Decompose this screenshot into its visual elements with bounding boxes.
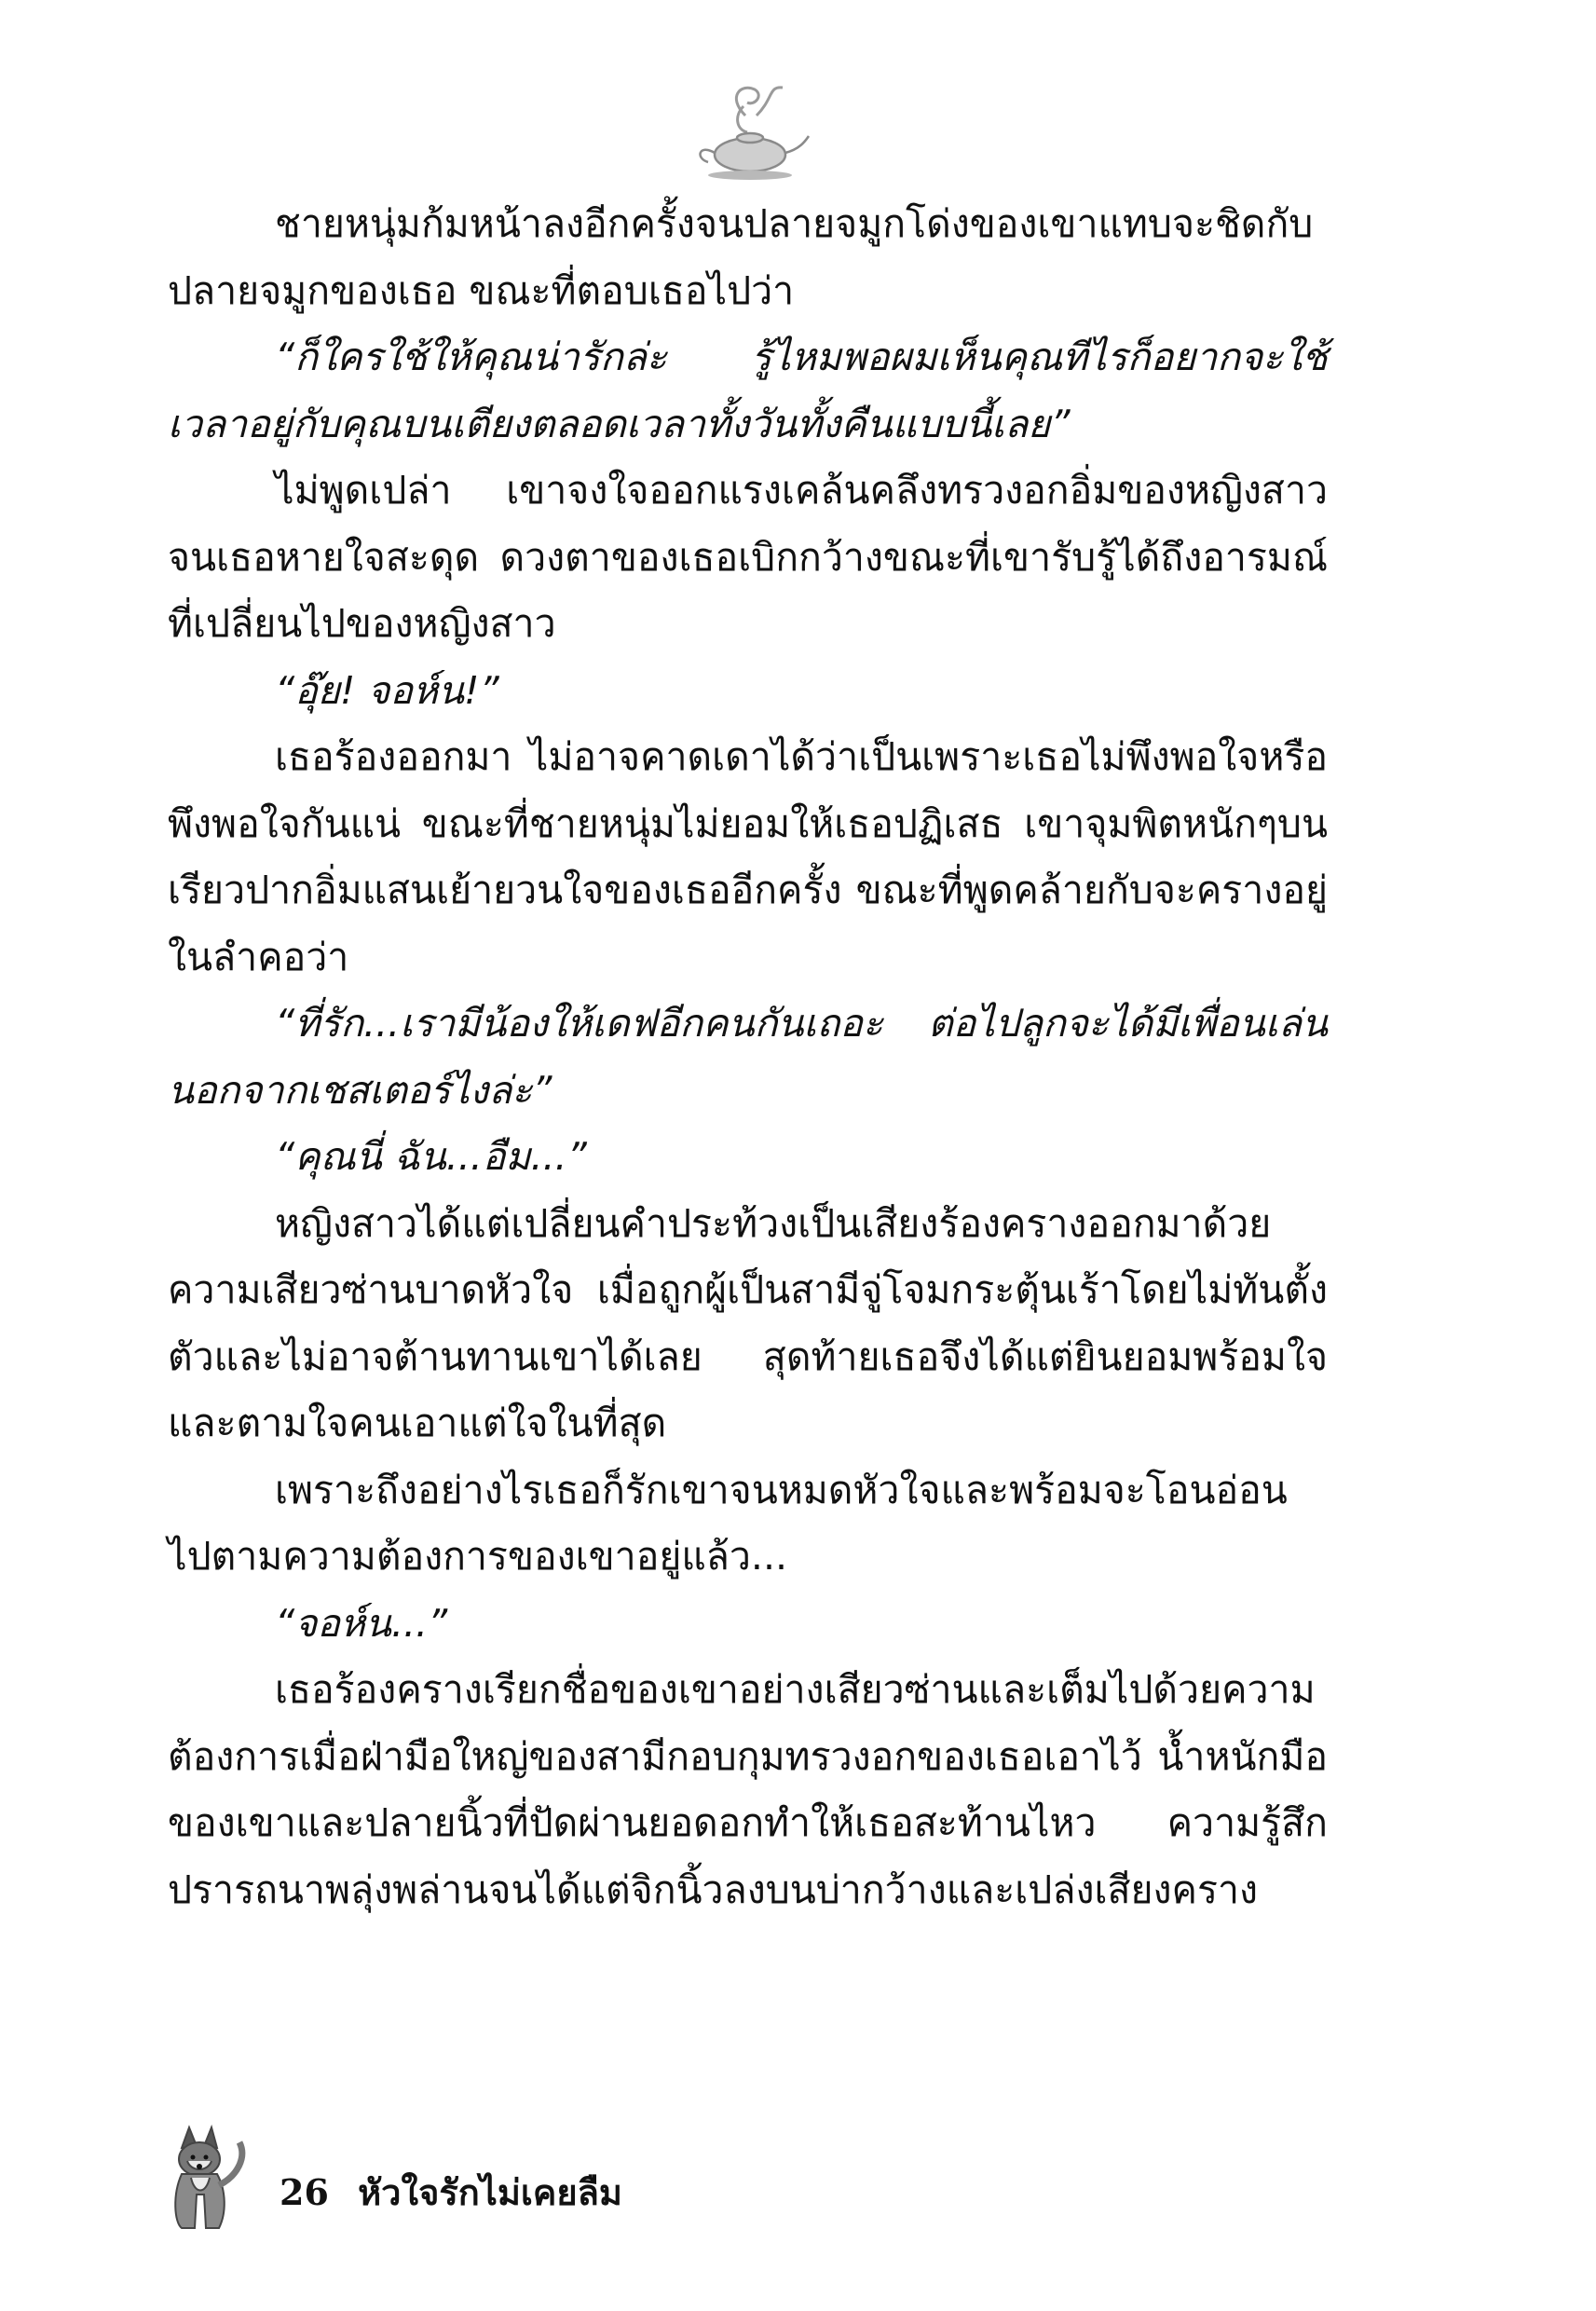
dialogue-paragraph: “อุ๊ย! จอห์น!” (275, 667, 499, 713)
paragraph: เพราะถึงอย่างไรเธอก็รักเขาจนหมดหัวใจและพร้อมจะโอนอ่อนไปตามความต้องการของเขาอยู่แล้ว... (168, 1467, 1288, 1579)
husky-dog-icon (154, 2120, 256, 2232)
paragraph: ชายหนุ่มก้มหน้าลงอีกครั้งจนปลายจมูกโด่งของเขาแทบจะชิดกับปลายจมูกของเธอ ขณะที่ตอบเธอไปว่า (168, 201, 1314, 313)
dialogue-paragraph: “ที่รัก...เรามีน้องให้เดฟอีกคนกันเถอะ ต่อไปลูกจะได้มีเพื่อนเล่นนอกจากเชสเตอร์ไงล่ะ” (168, 1001, 1328, 1113)
dialogue-paragraph: “จอห์น...” (275, 1600, 448, 1646)
dialogue-paragraph: “ก็ใครใช้ให้คุณน่ารักล่ะ รู้ไหมพอผมเห็นคุณทีไรก็อยากจะใช้เวลาอยู่กับคุณบนเตียงตลอดเวลาทั้งวันทั้งคืนแบบนี้เลย” (168, 335, 1328, 446)
teapot-ornament-icon (689, 78, 811, 181)
page-footer (280, 2164, 622, 2221)
page-number: 26 (280, 2171, 329, 2213)
paragraph: หญิงสาวได้แต่เปลี่ยนคำประท้วงเป็นเสียงร้องครางออกมาด้วยความเสียวซ่านบาดหัวใจ เมื่อถูกผู้เป็นสามีจู่โจมกระตุ้นเร้าโดยไม่ทันตั้งตัวและไม่อาจต้านทานเขาได้เลย สุดท้ายเธอจึงได้แต่ยินยอมพร้อมใจและตามใจคนเอาแต่ใจในที่สุด (168, 1200, 1328, 1445)
paragraph: เธอร้องครางเรียกชื่อของเขาอย่างเสียวซ่านและเต็มไปด้วยความต้องการเมื่อฝ่ามือใหญ่ของสามีกอบกุมทรวงอกของเธอเอาไว้ น้ำหนักมือของเขาและปลายนิ้วที่ปัดผ่านยอดอกทำให้เธอสะท้านไหว ความรู้สึกปรารถนาพลุ่งพล่านจนได้แต่จิกนิ้วลงบนบ่ากว้างและเปล่งเสียงคราง (168, 1667, 1328, 1912)
paragraph: เธอร้องออกมา ไม่อาจคาดเดาได้ว่าเป็นเพราะเธอไม่พึงพอใจหรือพึงพอใจกันแน่ ขณะที่ชายหนุ่มไม่ยอมให้เธอปฏิเสธ เขาจุมพิตหนักๆบนเรียวปากอิ่มแสนเย้ายวนใจของเธออีกครั้ง ขณะที่พูดคล้ายกับจะครางอยู่ในลำคอว่า (168, 734, 1328, 979)
paragraph: ไม่พูดเปล่า เขาจงใจออกแรงเคล้นคลึงทรวงอกอิ่มของหญิงสาวจนเธอหายใจสะดุด ดวงตาของเธอเบิกกว้างขณะที่เขารับรู้ได้ถึงอารมณ์ที่เปลี่ยนไปของหญิงสาว (168, 468, 1328, 646)
dialogue-paragraph: “คุณนี่ ฉัน...อืม...” (275, 1134, 587, 1179)
book-title: หัวใจรักไม่เคยลืม (358, 2171, 622, 2213)
body-text (168, 191, 1328, 1923)
